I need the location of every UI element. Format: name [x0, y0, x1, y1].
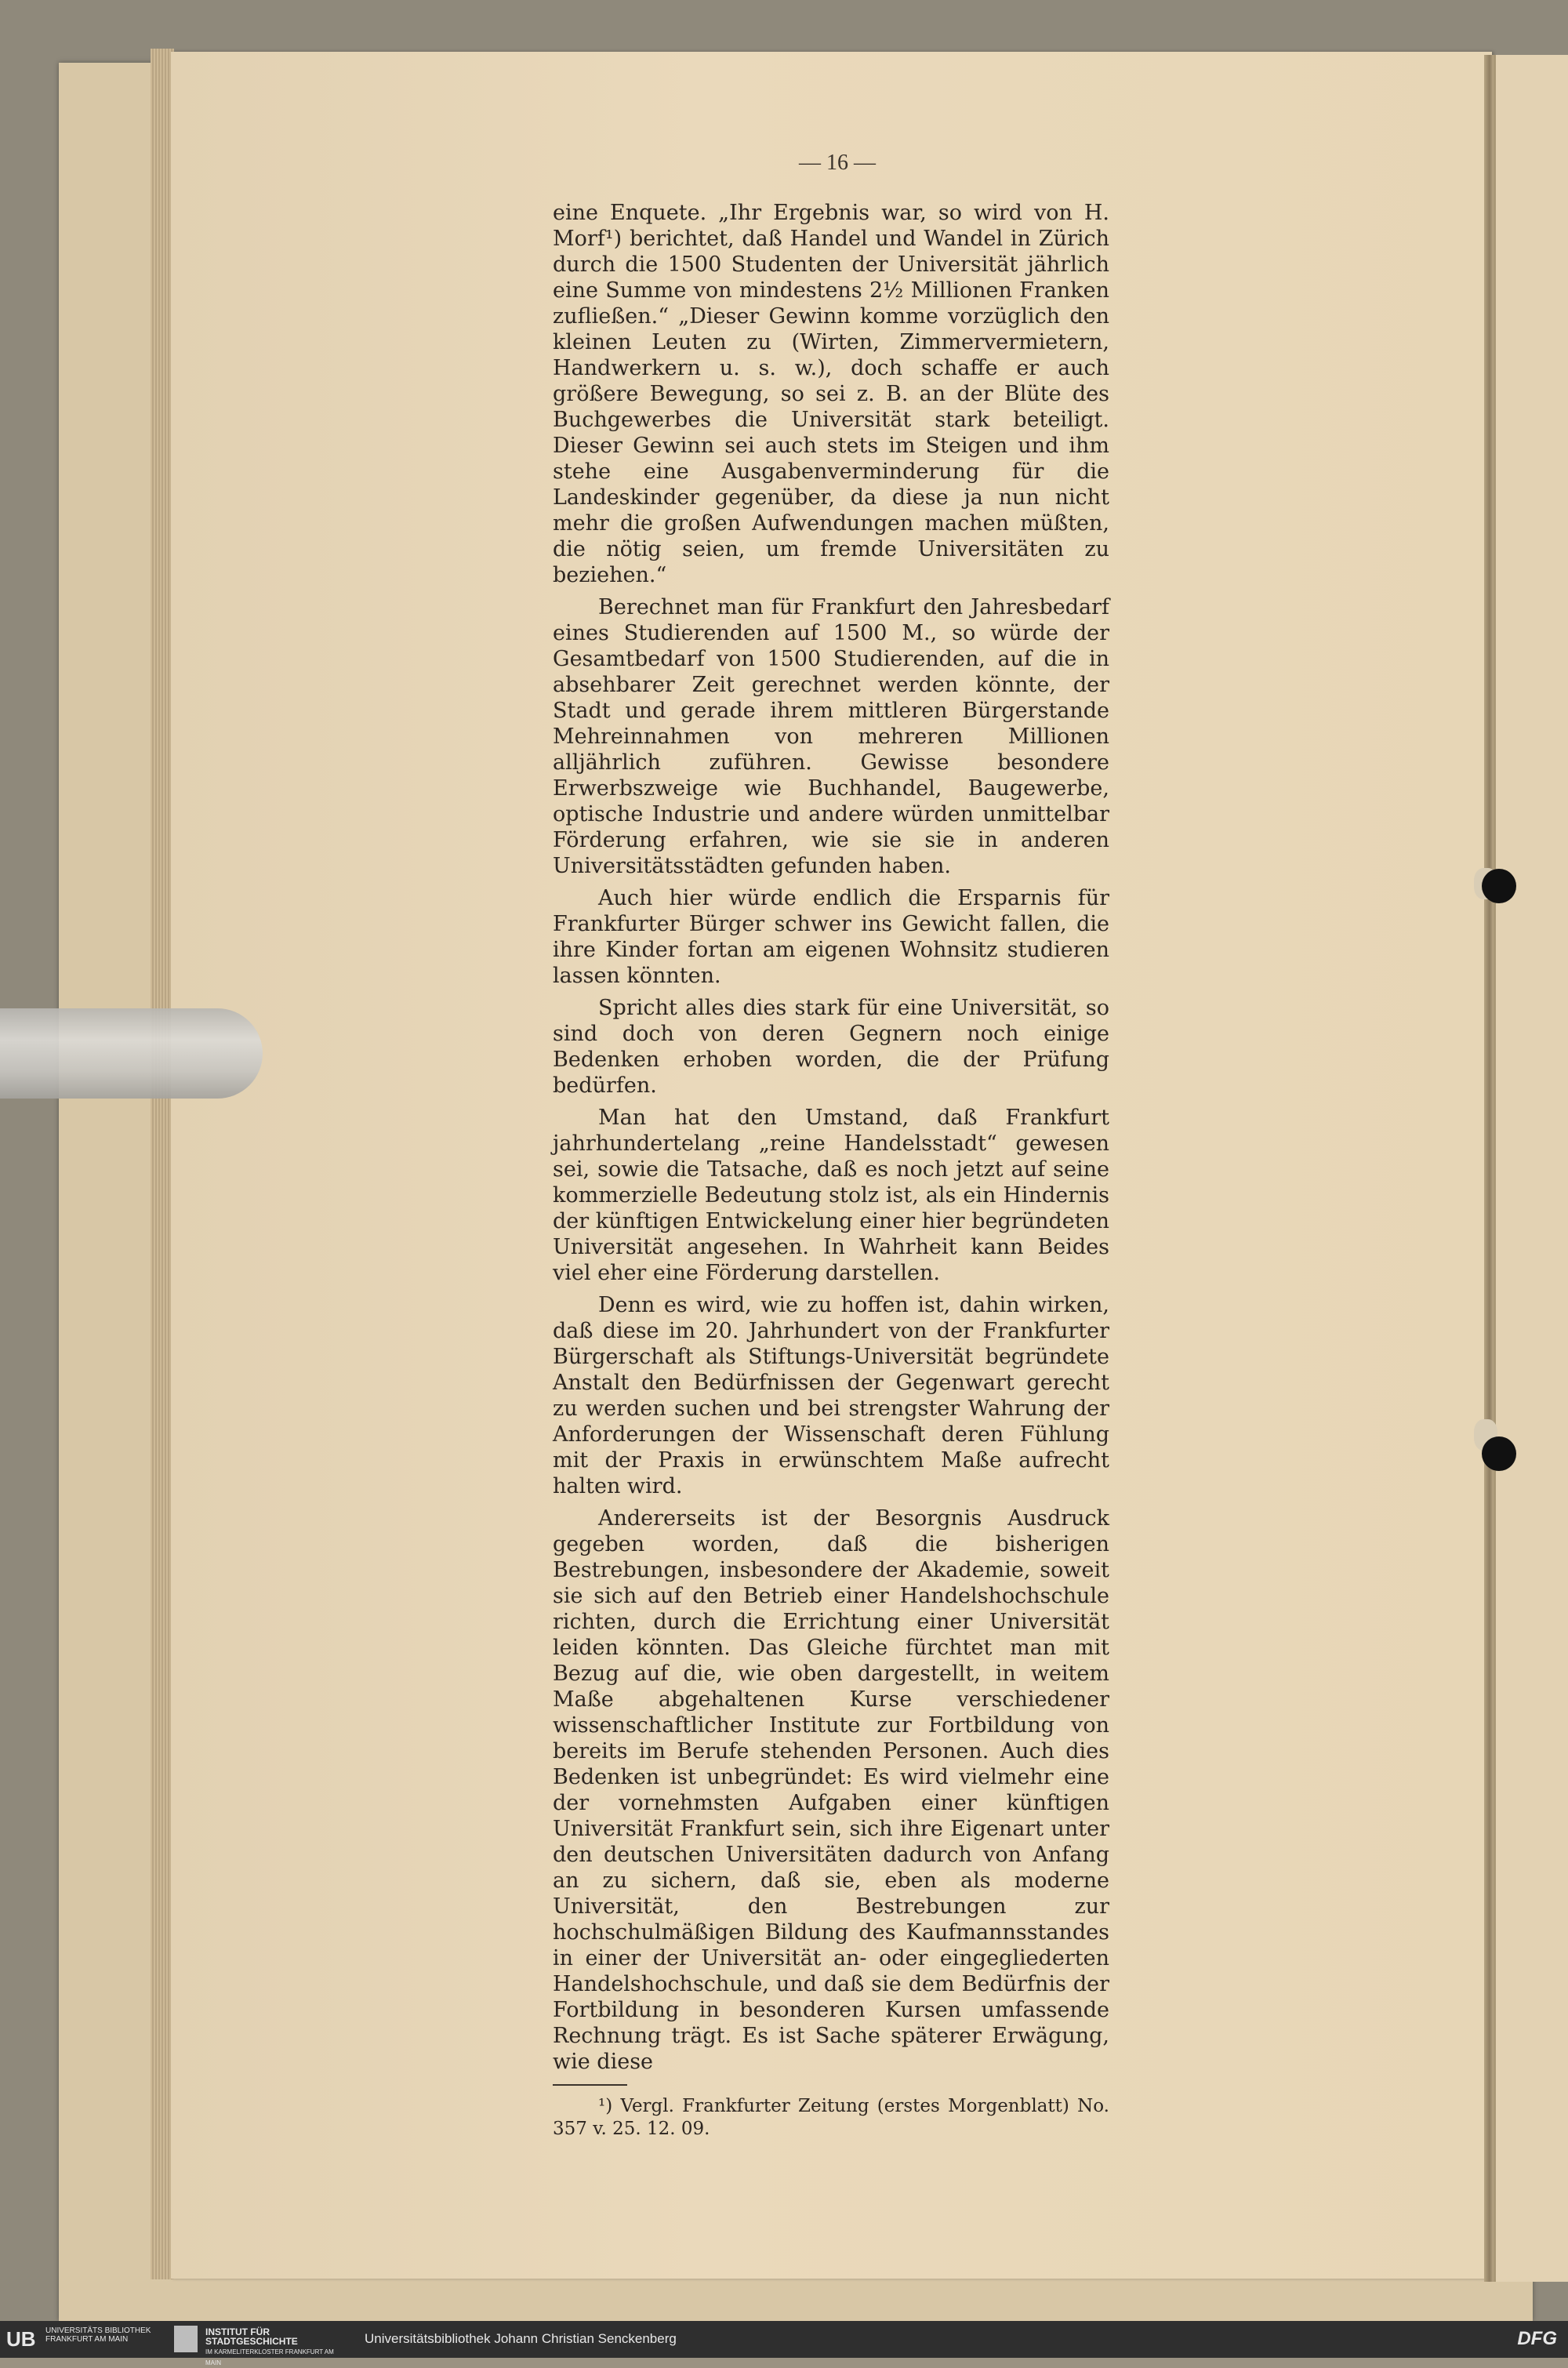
paragraph: Auch hier würde endlich die Ersparnis für Frankfurter Bürger schwer ins Gewicht fallen, die ihre Kinder fortan am eigenen Wohnsitz studieren lassen könnten. [553, 886, 1109, 988]
institute-name: INSTITUT FÜR STADTGESCHICHTE [205, 2326, 298, 2347]
footer-bar [0, 2321, 1568, 2366]
binding-hole [1482, 1436, 1516, 1471]
paragraph: Man hat den Umstand, daß Frankfurt jahrhundertelang „reine Handelsstadt“ gewesen sei, sowie die Tatsache, daß es noch jetzt auf seine kommerzielle Bedeutung stolz ist, als ein Hindernis der künftigen Entwickelung einer hier begründeten Universität angesehen. In Wahrheit kann Beides viel eher eine Förderung darstellen. [553, 1106, 1109, 1285]
institute-text [205, 2327, 347, 2368]
facing-page-edge [1494, 55, 1568, 2282]
binding-hole [1482, 869, 1516, 903]
paragraph: eine Enquete. „Ihr Ergebnis war, so wird von H. Morf¹) berichtet, daß Handel und Wandel in Zürich durch die 1500 Studenten der Universität jährlich eine Summe von mindestens 2½ Millionen Franken zufließen.“ „Dieser Gewinn komme vorzüglich den kleinen Leuten zu (Wirten, Zimmervermietern, Handwerkern u. s. w.), doch schaffe er auch größere Bewegung, so sei z. B. an der Blüte des Buchgewerbes die Universität stark beteiligt. Dieser Gewinn sei auch stets im Steigen und ihm stehe eine Ausgabenverminderung für die Landeskinder gegenüber, da diese ja nun nicht mehr die großen Aufwendungen machen müßten, die nötig seien, um fremde Universitäten zu beziehen.“ [553, 201, 1109, 587]
paragraph: Spricht alles dies stark für eine Universität, so sind doch von deren Gegnern noch einige Bedenken erhoben worden, die der Prüfung bedürfen. [553, 996, 1109, 1098]
body-text [553, 200, 1109, 2147]
page-number: — 16 — [799, 151, 876, 175]
footnote-divider [553, 2084, 627, 2086]
institute-logo-icon [174, 2326, 198, 2352]
ub-text: UNIVERSITÄTS BIBLIOTHEK FRANKFURT AM MAIN [45, 2326, 151, 2344]
paragraph: Denn es wird, wie zu hoffen ist, dahin wirken, daß diese im 20. Jahrhundert von der Frankfurter Bürgerschaft als Stiftungs-Universität begründete Anstalt den Bedürfnissen der Gegenwart gerecht zu werden suchen und bei strengster Wahrung der Anforderungen der Wissenschaft deren Fühlung mit der Praxis in erwünschtem Maße aufrecht halten wird. [553, 1293, 1109, 1498]
page-clip [0, 1008, 263, 1099]
institute-sub: IM KARMELITERKLOSTER FRANKFURT AM MAIN [205, 2348, 334, 2366]
library-name: Universitätsbibliothek Johann Christian Senckenberg [365, 2331, 677, 2346]
footnote: ¹) Vergl. Frankfurter Zeitung (erstes Morgenblatt) No. 357 v. 25. 12. 09. [553, 2096, 1109, 2139]
ub-logo: UB [6, 2327, 36, 2351]
paragraph: Andererseits ist der Besorgnis Ausdruck gegeben worden, daß die bisherigen Bestrebungen, insbesondere der Akademie, soweit sie sich auf den Betrieb einer Handelshochschule richten, durch die Errichtung einer Universität leiden könnten. Das Gleiche fürchtet man mit Bezug auf die, wie oben dargestellt, in weitem Maße abgehaltenen Kurse verschiedener wissenschaftlicher Institute zur Fortbildung von bereits im Berufe stehenden Personen. Auch dies Bedenken ist unbegründet: Es wird vielmehr eine der vornehmsten Aufgaben einer künftigen Universität Frankfurt sein, sich ihre Eigenart unter den deutschen Universitäten dadurch von Anfang an zu sichern, daß sie, eben als moderne Universität, den Bestrebungen zur hochschulmäßigen Bildung des Kaufmannsstandes in einer der Universität an- oder eingegliederten Handelshochschule, und daß sie dem Bedürfnis der Fortbildung in besonderen Kursen umfassende Rechnung trägt. Es ist Sache späterer Erwägung, wie diese [553, 1506, 1109, 2074]
paragraph: Berechnet man für Frankfurt den Jahresbedarf eines Studierenden auf 1500 M., so würde der Gesamtbedarf von 1500 Studierenden, auf die in absehbarer Zeit gerechnet werden könnte, der Stadt und gerade ihrem mittleren Bürgerstande Mehreinnahmen von mehreren Millionen alljährlich zuführen. Gewisse besondere Erwerbszweige wie Buchhandel, Baugewerbe, optische Industrie und andere würden unmittelbar Förderung erfahren, wie sie sie in anderen Universitätsstädten gefunden haben. [553, 595, 1109, 878]
dfg-logo: DFG [1517, 2328, 1557, 2349]
